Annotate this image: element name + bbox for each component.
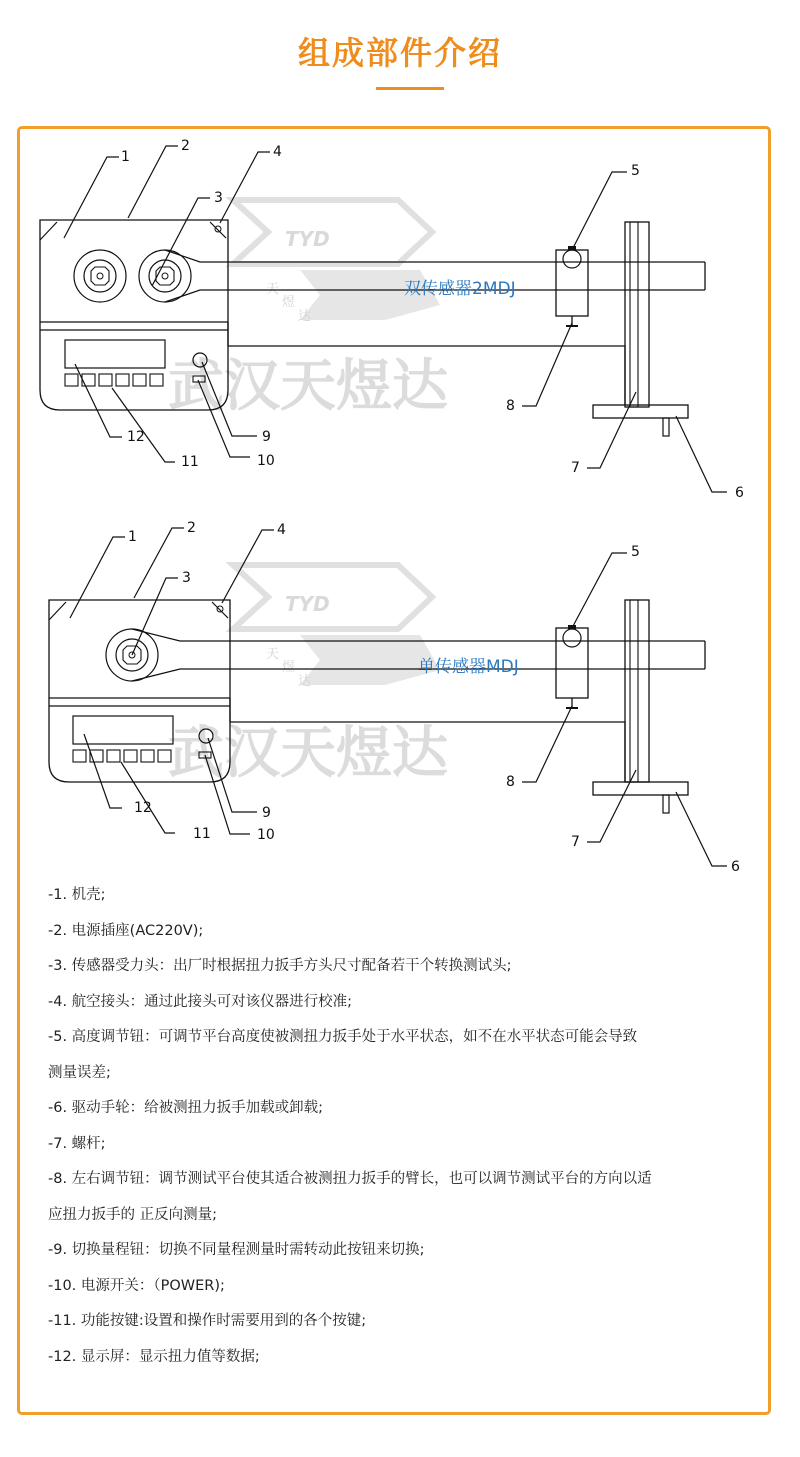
svg-text:1: 1	[128, 529, 137, 545]
svg-text:4: 4	[273, 144, 282, 160]
svg-text:9: 9	[262, 429, 271, 445]
svg-text:煜: 煜	[282, 660, 296, 675]
page-title: 组成部件介绍	[297, 34, 502, 72]
part-5-cont: 测量误差;	[48, 1064, 111, 1081]
watermark	[168, 565, 448, 786]
part-9: -9. 切换量程钮：切换不同量程测量时需转动此按钮来切换;	[48, 1242, 425, 1258]
svg-text:3: 3	[214, 190, 223, 206]
svg-text:2: 2	[181, 138, 190, 154]
screw-column	[625, 222, 649, 407]
svg-text:天: 天	[266, 647, 280, 662]
single-sensor-diagram	[49, 520, 740, 875]
svg-text:11: 11	[193, 826, 211, 842]
svg-text:6: 6	[731, 859, 740, 875]
svg-text:8: 8	[506, 398, 515, 414]
svg-text:达: 达	[298, 309, 312, 324]
svg-text:5: 5	[631, 163, 640, 179]
svg-text:3: 3	[182, 570, 191, 586]
svg-text:武汉天煜达: 武汉天煜达	[168, 721, 448, 786]
svg-text:7: 7	[571, 460, 580, 476]
watermark	[168, 200, 448, 419]
watermark-company: 武汉天煜达	[168, 354, 448, 419]
callout-labels	[121, 138, 744, 501]
parts-list	[48, 878, 760, 1375]
part-10: -10. 电源开关：（POWER);	[48, 1277, 225, 1294]
part-7: -7. 螺杆;	[48, 1135, 106, 1152]
svg-text:2: 2	[187, 520, 196, 536]
svg-text:6: 6	[735, 485, 744, 501]
height-knob	[563, 629, 581, 647]
function-keys	[65, 374, 163, 386]
svg-text:天: 天	[266, 282, 280, 297]
part-12: -12. 显示屏：显示扭力值等数据;	[48, 1348, 260, 1365]
svg-text:煜: 煜	[282, 295, 296, 310]
part-6: -6. 驱动手轮：给被测扭力扳手加载或卸载;	[48, 1100, 324, 1116]
part-1: -1. 机壳;	[48, 887, 106, 903]
part-8: -8. 左右调节钮：调节测试平台使其适合被测扭力扳手的臂长，也可以调节测试平台的方向以适	[48, 1171, 652, 1187]
svg-text:10: 10	[257, 453, 275, 469]
svg-text:5: 5	[631, 544, 640, 560]
svg-text:12: 12	[127, 429, 145, 445]
part-5: -5. 高度调节钮：可调节平台高度使被测扭力扳手处于水平状态，如不在水平状态可能会导致	[48, 1029, 638, 1045]
watermark-brand: TYD	[285, 227, 330, 251]
svg-text:4: 4	[277, 522, 286, 538]
part-3: -3. 传感器受力头：出厂时根据扭力扳手方头尺寸配备若干个转换测试头;	[48, 958, 512, 974]
display-screen	[73, 716, 173, 744]
svg-text:12: 12	[134, 800, 152, 816]
part-4: -4. 航空接头：通过此接头可对该仪器进行校准;	[48, 993, 353, 1010]
svg-text:7: 7	[571, 834, 580, 850]
svg-text:10: 10	[257, 827, 275, 843]
display-screen	[65, 340, 165, 368]
svg-text:11: 11	[181, 454, 199, 470]
svg-text:9: 9	[262, 805, 271, 821]
part-8-cont: 应扭力扳手的 正反向测量;	[48, 1206, 217, 1223]
screw-column	[625, 600, 649, 782]
svg-text:TYD: TYD	[285, 592, 330, 616]
part-11: -11. 功能按键:设置和操作时需要用到的各个按键;	[48, 1313, 367, 1329]
height-knob	[563, 250, 581, 268]
dual-sensor-diagram	[40, 138, 744, 501]
model-label: 双传感器2MDJ	[404, 279, 516, 299]
svg-text:8: 8	[506, 774, 515, 790]
part-2: -2. 电源插座(AC220V);	[48, 922, 204, 939]
svg-text:1: 1	[121, 149, 130, 165]
function-keys	[73, 750, 171, 762]
model-label: 单传感器MDJ	[418, 657, 519, 677]
svg-text:达: 达	[298, 674, 312, 689]
